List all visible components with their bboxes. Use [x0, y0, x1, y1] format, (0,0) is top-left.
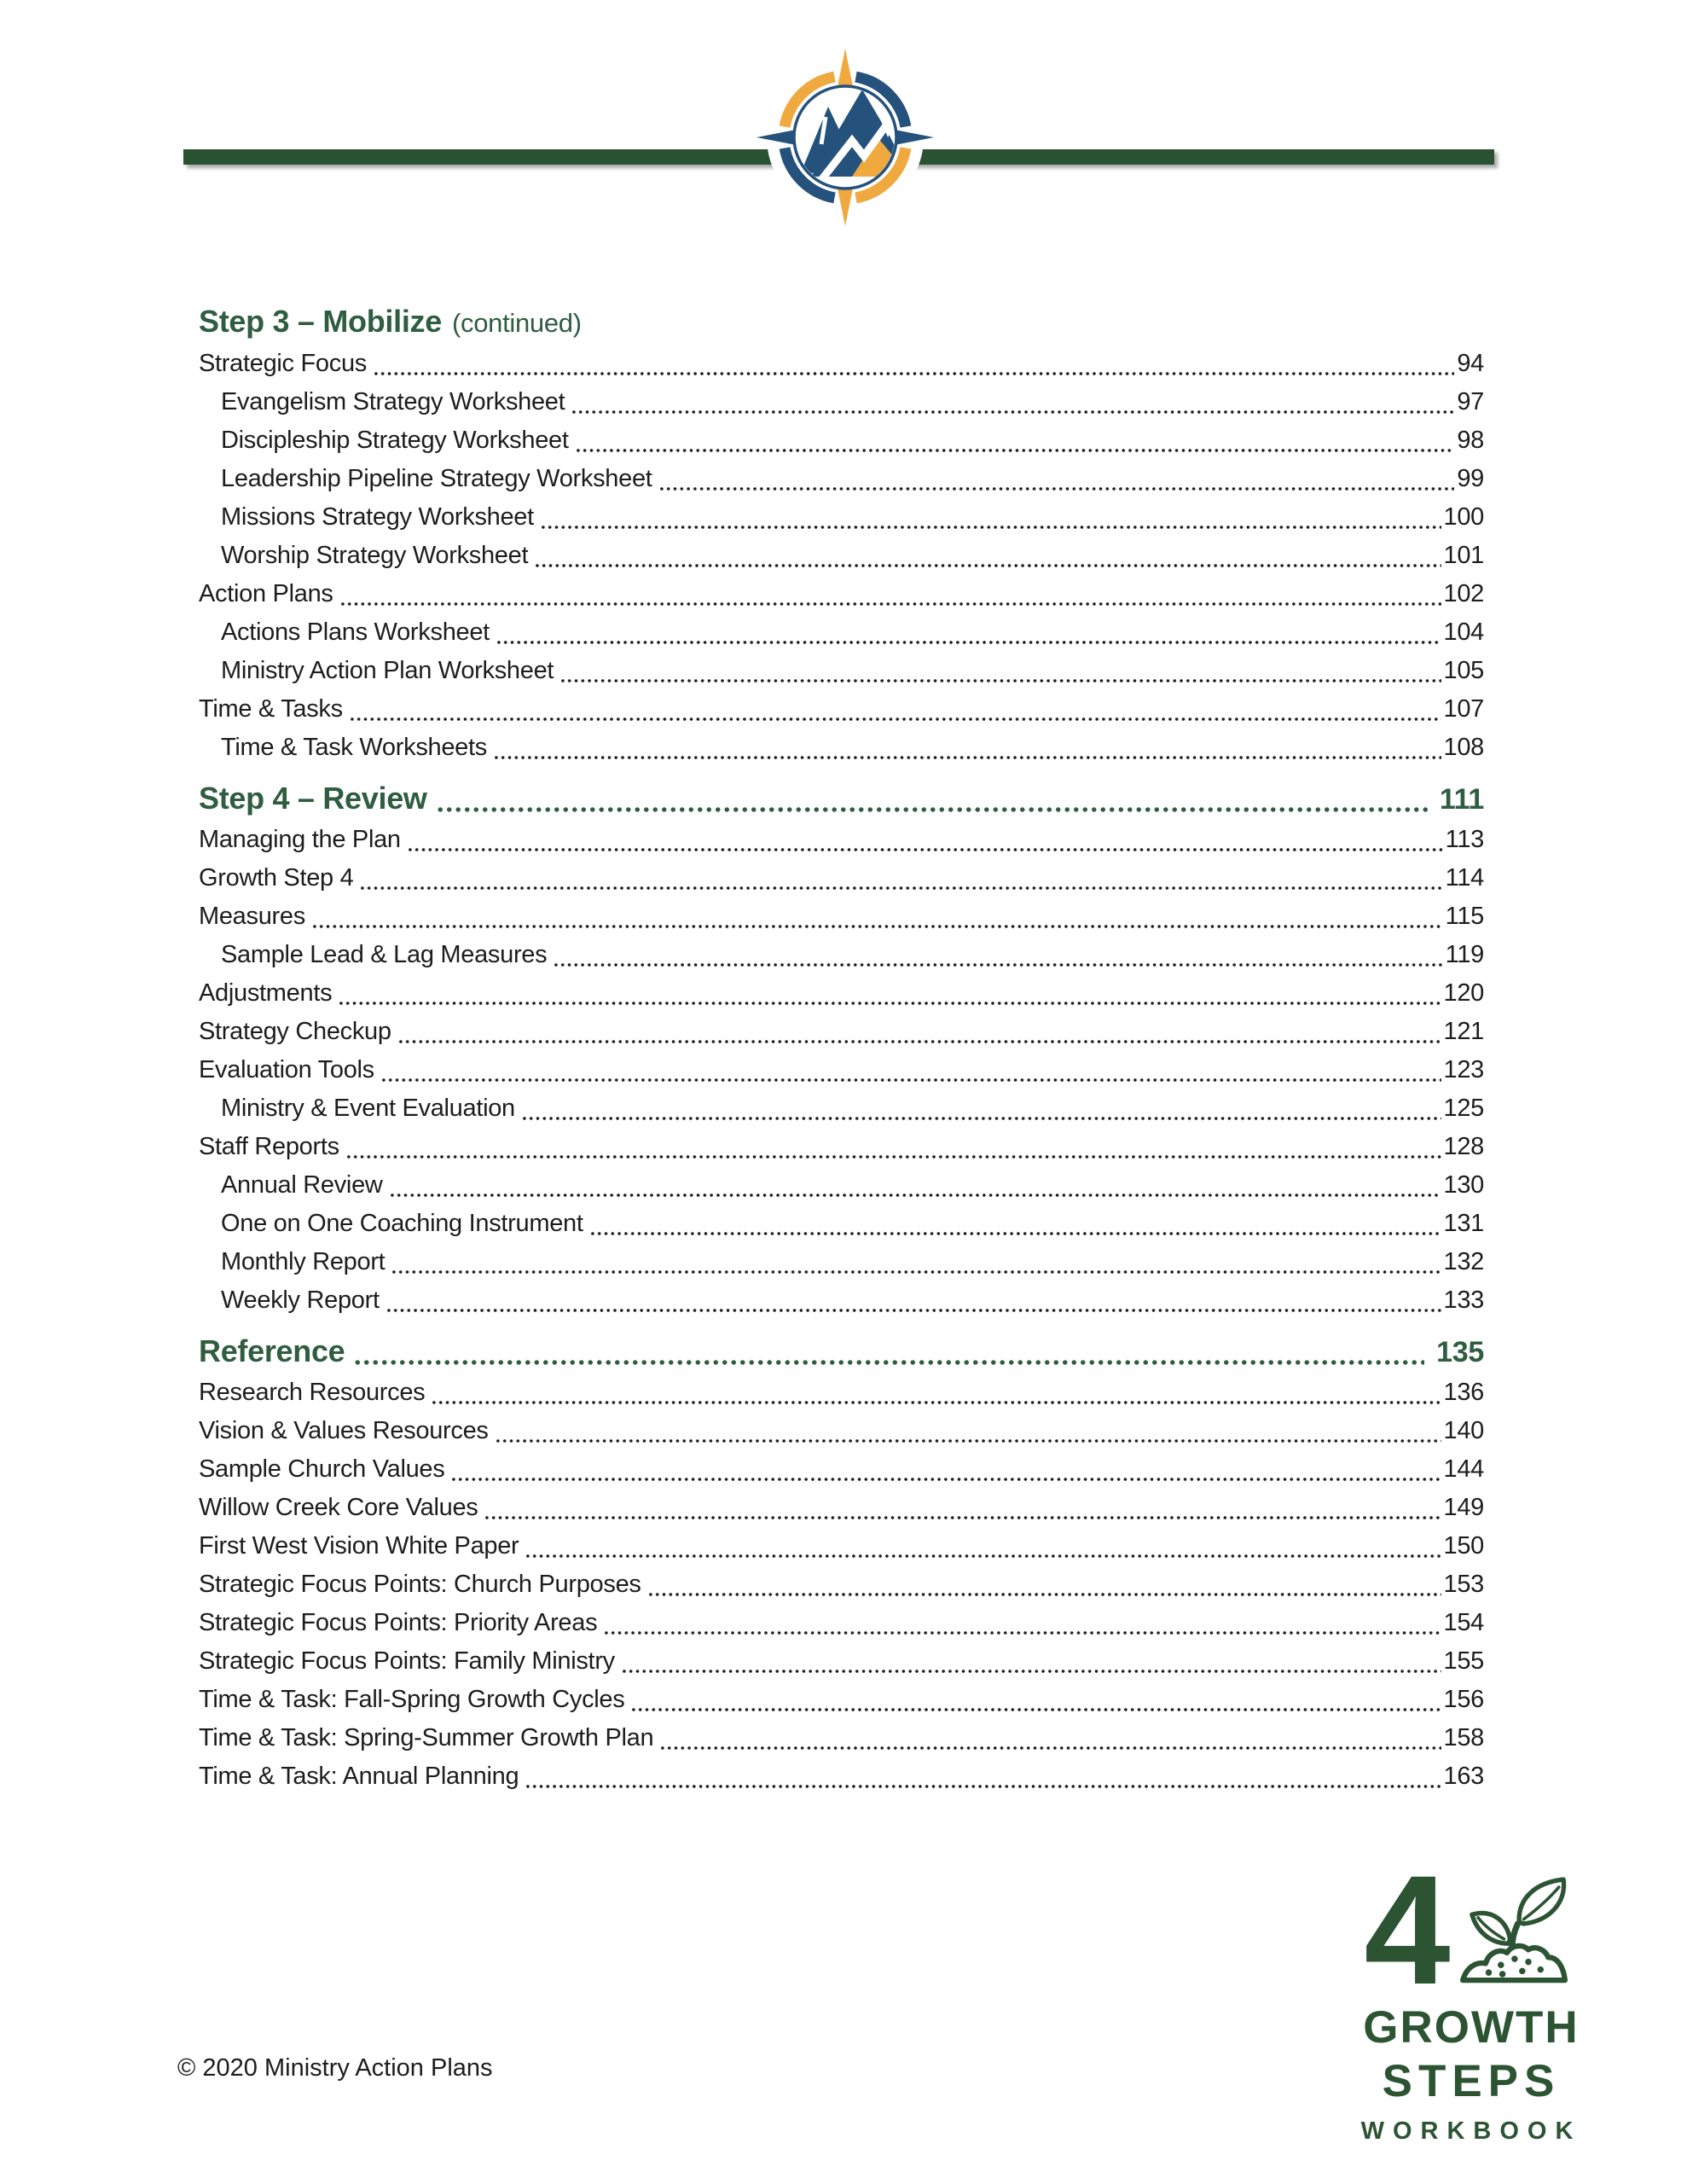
toc-entry-page-number: 153 — [1443, 1571, 1484, 1598]
dot-leader — [345, 1154, 1441, 1159]
dot-leader — [339, 601, 1441, 607]
logo-growth-text: GROWTH — [1363, 2002, 1580, 2053]
toc-entry-page-number: 104 — [1443, 619, 1484, 646]
toc-entry-row — [199, 537, 1484, 575]
dot-leader — [373, 371, 1454, 376]
dot-leader — [534, 563, 1441, 568]
toc-entry-label: Growth Step 4 — [199, 864, 354, 892]
logo-number-4: 4 — [1364, 1843, 1447, 2017]
toc-section — [199, 300, 1484, 767]
toc-entry-label: Ministry Action Plan Worksheet — [221, 657, 554, 684]
toc-entry-label: Strategic Focus Points: Church Purposes — [199, 1571, 641, 1598]
toc-entry-page-number: 107 — [1443, 695, 1484, 723]
toc-entry-page-number: 140 — [1443, 1417, 1484, 1444]
toc-entry-page-number: 108 — [1443, 734, 1484, 761]
toc-section-title: Step 3 – Mobilize — [199, 304, 442, 339]
toc-entry-page-number: 114 — [1445, 864, 1484, 892]
dot-leader — [386, 1308, 1441, 1313]
toc-entry-label: Evangelism Strategy Worksheet — [221, 388, 565, 415]
toc-entry-page-number: 128 — [1443, 1133, 1484, 1160]
toc-entry-row — [199, 575, 1484, 613]
toc-entry-label: Action Plans — [199, 580, 333, 607]
toc-entry-page-number: 97 — [1457, 388, 1484, 415]
toc-entry-row — [199, 1757, 1484, 1796]
toc-entry-page-number: 100 — [1443, 503, 1484, 531]
toc-section-heading — [199, 777, 1484, 821]
toc-entries — [199, 821, 1484, 1320]
toc-entry-row — [199, 1089, 1484, 1128]
dot-leader — [311, 924, 1443, 929]
toc-entry-label: Managing the Plan — [199, 826, 401, 853]
toc-section-page-number: 111 — [1439, 783, 1484, 816]
toc-entry-row — [199, 1412, 1484, 1450]
toc-entry-row — [199, 1719, 1484, 1757]
toc-entry-label: Adjustments — [199, 979, 333, 1007]
toc-section-title-suffix: (continued) — [451, 308, 582, 338]
toc-section-title: Step 4 – Review — [199, 781, 427, 816]
toc-entry-label: Strategy Checkup — [199, 1018, 391, 1045]
dot-leader — [571, 410, 1454, 415]
dot-leader — [540, 525, 1441, 530]
toc-entry-page-number: 120 — [1443, 979, 1484, 1007]
compass-mountain-logo-icon — [743, 25, 948, 247]
toc-entry-row — [199, 1013, 1484, 1051]
toc-entry-label: Discipleship Strategy Worksheet — [221, 427, 569, 454]
toc-entry-page-number: 144 — [1443, 1455, 1484, 1483]
copyright-text: © 2020 Ministry Action Plans — [177, 2054, 493, 2082]
toc-entry-row — [199, 859, 1484, 897]
dot-leader — [495, 1438, 1441, 1443]
dot-leader — [380, 1077, 1441, 1083]
toc-entry-label: Time & Task: Annual Planning — [199, 1763, 519, 1790]
toc-entry-row — [199, 974, 1484, 1013]
toc-entry-label: Strategic Focus — [199, 350, 367, 377]
toc-entry-page-number: 163 — [1443, 1763, 1484, 1790]
toc-entry-row — [199, 345, 1484, 383]
toc-entry-label: Time & Task Worksheets — [221, 734, 487, 761]
toc-entry-row — [199, 652, 1484, 690]
toc-entry-page-number: 115 — [1445, 903, 1484, 930]
dot-leader — [630, 1707, 1441, 1712]
toc-entry-row — [199, 897, 1484, 936]
dot-leader — [647, 1592, 1441, 1597]
toc-section-heading — [199, 1330, 1484, 1374]
toc-entry-label: Monthly Report — [221, 1248, 386, 1275]
dot-leader — [391, 1269, 1441, 1275]
toc-entry-label: Annual Review — [221, 1171, 383, 1199]
toc-entry-row — [199, 1681, 1484, 1719]
dot-leader — [436, 806, 1428, 813]
toc-entry-page-number: 149 — [1443, 1494, 1484, 1521]
toc-entry-row — [199, 1166, 1484, 1205]
dot-leader — [493, 755, 1441, 760]
toc-entry-label: Strategic Focus Points: Family Ministry — [199, 1647, 615, 1675]
toc-entry-row — [199, 1489, 1484, 1527]
toc-entry-page-number: 121 — [1443, 1018, 1484, 1045]
toc-section-page-number: 135 — [1436, 1336, 1484, 1368]
toc-entry-label: Worship Strategy Worksheet — [221, 542, 529, 569]
dot-leader — [397, 1039, 1441, 1044]
toc-entry-page-number: 101 — [1443, 542, 1484, 569]
toc-entry-label: Time & Task: Fall-Spring Growth Cycles — [199, 1686, 625, 1713]
toc-entry-row — [199, 1051, 1484, 1089]
toc-entry-row — [199, 729, 1484, 767]
dot-leader — [407, 847, 1443, 852]
toc-entry-page-number: 150 — [1443, 1532, 1484, 1560]
dot-leader — [431, 1400, 1441, 1405]
table-of-contents — [199, 300, 1484, 1796]
toc-entry-label: Time & Task: Spring-Summer Growth Plan — [199, 1724, 654, 1751]
dot-leader — [349, 717, 1441, 722]
toc-entry-row — [199, 821, 1484, 859]
dot-leader — [389, 1193, 1441, 1198]
toc-entry-row — [199, 1281, 1484, 1320]
dot-leader — [553, 962, 1442, 967]
toc-entry-row — [199, 1604, 1484, 1642]
toc-entry-row — [199, 1374, 1484, 1412]
toc-entry-row — [199, 1205, 1484, 1243]
toc-entry-page-number: 94 — [1457, 350, 1484, 377]
toc-entry-page-number: 136 — [1443, 1379, 1484, 1406]
toc-entry-row — [199, 690, 1484, 729]
toc-entry-page-number: 98 — [1457, 427, 1484, 454]
toc-entry-label: Sample Lead & Lag Measures — [221, 941, 548, 968]
dot-leader — [484, 1515, 1441, 1520]
toc-entry-page-number: 154 — [1443, 1609, 1484, 1636]
toc-entry-label: Strategic Focus Points: Priority Areas — [199, 1609, 598, 1636]
toc-entry-label: First West Vision White Paper — [199, 1532, 519, 1560]
dot-leader — [559, 678, 1441, 683]
toc-entry-label: Measures — [199, 903, 305, 930]
toc-entry-row — [199, 498, 1484, 537]
logo-top-row — [1330, 1843, 1612, 2017]
toc-entry-row — [199, 421, 1484, 460]
toc-entry-row — [199, 1565, 1484, 1604]
toc-entry-label: Research Resources — [199, 1379, 426, 1406]
dot-leader — [450, 1477, 1441, 1482]
toc-entry-row — [199, 460, 1484, 498]
toc-section — [199, 777, 1484, 1320]
toc-entry-page-number: 158 — [1443, 1724, 1484, 1751]
toc-entry-row — [199, 1527, 1484, 1565]
toc-entry-label: Sample Church Values — [199, 1455, 445, 1483]
toc-entry-label: Vision & Values Resources — [199, 1417, 489, 1444]
toc-entry-label: Staff Reports — [199, 1133, 339, 1160]
toc-entry-row — [199, 936, 1484, 974]
toc-entry-page-number: 130 — [1443, 1171, 1484, 1199]
toc-entry-page-number: 102 — [1443, 580, 1484, 607]
toc-entry-row — [199, 1450, 1484, 1489]
toc-entry-row — [199, 613, 1484, 652]
toc-entry-page-number: 156 — [1443, 1686, 1484, 1713]
dot-leader — [338, 1001, 1441, 1006]
toc-section — [199, 1330, 1484, 1796]
toc-entry-label: Missions Strategy Worksheet — [221, 503, 534, 531]
dot-leader — [658, 486, 1455, 491]
toc-section-title: Reference — [199, 1333, 345, 1368]
toc-entry-label: Leadership Pipeline Strategy Worksheet — [221, 465, 652, 492]
toc-entry-page-number: 125 — [1443, 1095, 1484, 1122]
toc-entry-row — [199, 1243, 1484, 1281]
toc-entry-row — [199, 383, 1484, 421]
toc-entry-label: Ministry & Event Evaluation — [221, 1095, 515, 1122]
toc-entry-page-number: 131 — [1443, 1210, 1484, 1237]
toc-entry-page-number: 119 — [1445, 941, 1484, 968]
logo-steps-text: STEPS — [1382, 2056, 1561, 2106]
dot-leader — [621, 1669, 1441, 1674]
dot-leader — [521, 1116, 1441, 1121]
dot-leader — [525, 1784, 1441, 1789]
dot-leader — [575, 448, 1455, 453]
toc-entries — [199, 345, 1484, 767]
toc-entry-page-number: 113 — [1445, 826, 1484, 853]
toc-entry-row — [199, 1128, 1484, 1166]
logo-workbook-text: WORKBOOK — [1360, 2117, 1582, 2145]
toc-entry-label: Weekly Report — [221, 1287, 380, 1314]
growth-steps-workbook-logo — [1330, 1843, 1612, 2146]
dot-leader — [359, 886, 1442, 891]
toc-entry-label: Time & Tasks — [199, 695, 343, 723]
toc-entry-label: Willow Creek Core Values — [199, 1494, 478, 1521]
toc-entry-row — [199, 1642, 1484, 1681]
dot-leader — [589, 1231, 1441, 1236]
toc-entries — [199, 1374, 1484, 1796]
toc-entry-label: Evaluation Tools — [199, 1056, 374, 1083]
toc-entry-page-number: 105 — [1443, 657, 1484, 684]
toc-entry-label: One on One Coaching Instrument — [221, 1210, 583, 1237]
dot-leader — [659, 1745, 1441, 1751]
seedling-icon — [1449, 1872, 1579, 1989]
toc-section-heading — [199, 300, 1484, 345]
toc-entry-page-number: 155 — [1443, 1647, 1484, 1675]
toc-entry-page-number: 133 — [1443, 1287, 1484, 1314]
dot-leader — [353, 1359, 1424, 1366]
dot-leader — [525, 1554, 1441, 1559]
dot-leader — [496, 640, 1441, 645]
toc-entry-page-number: 132 — [1443, 1248, 1484, 1275]
toc-entry-page-number: 99 — [1457, 465, 1484, 492]
toc-entry-label: Actions Plans Worksheet — [221, 619, 490, 646]
toc-entry-page-number: 123 — [1443, 1056, 1484, 1083]
dot-leader — [603, 1630, 1441, 1635]
